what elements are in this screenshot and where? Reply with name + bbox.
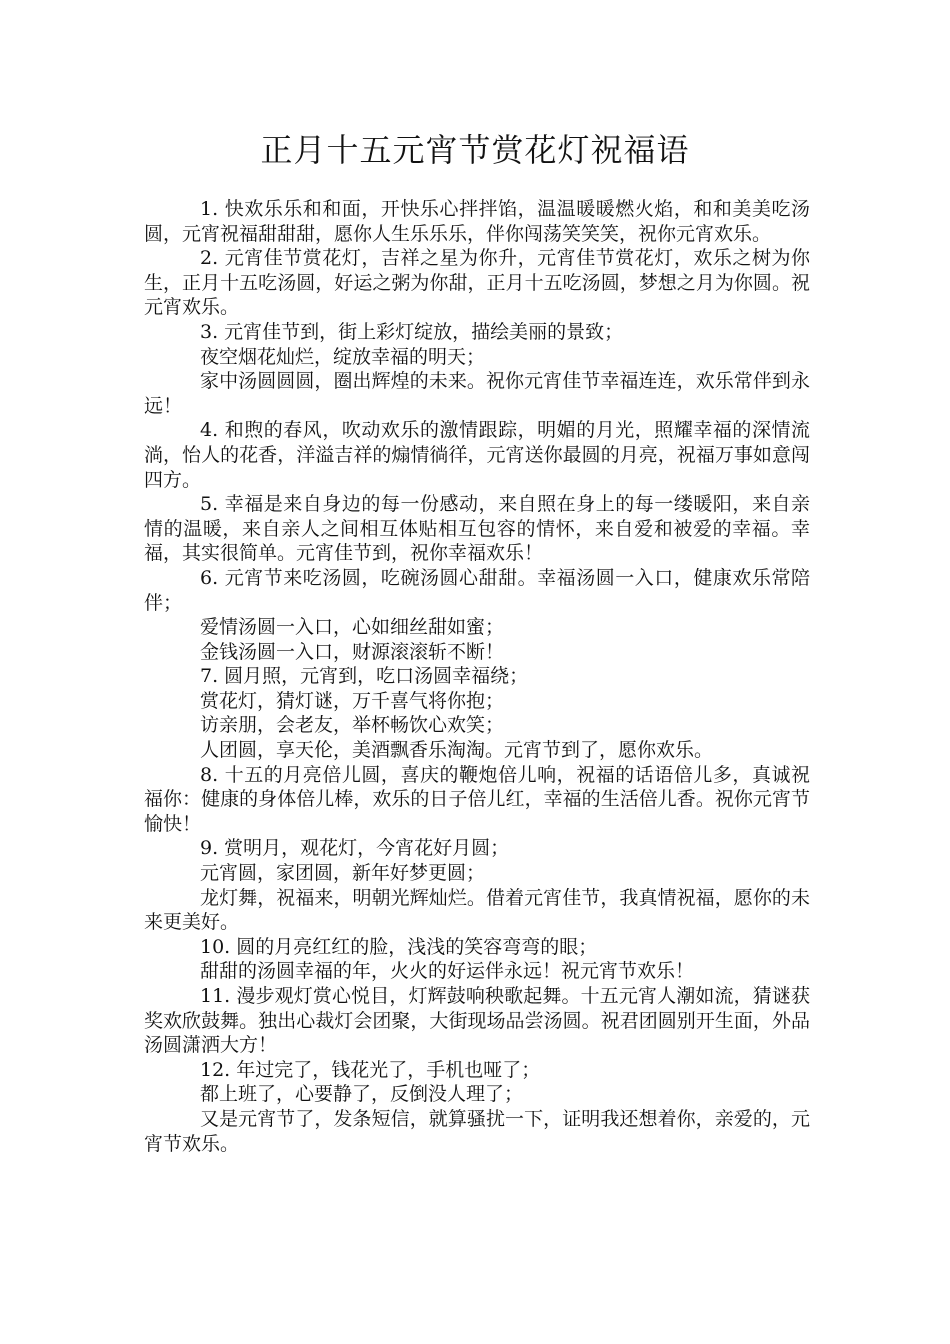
paragraph: 龙灯舞，祝福来，明朝光辉灿烂。借着元宵佳节，我真情祝福，愿你的未来更美好。 <box>144 886 810 934</box>
paragraph: 爱情汤圆一入口，心如细丝甜如蜜； <box>200 616 505 639</box>
document-body <box>144 197 810 1156</box>
paragraph: 金钱汤圆一入口，财源滚滚斩不断！ <box>200 640 505 663</box>
paragraph: 赏花灯，猜灯谜，万千喜气将你抱； <box>200 689 505 712</box>
paragraph: 都上班了，心要静了，反倒没人理了； <box>200 1083 524 1106</box>
paragraph: 2. 元宵佳节赏花灯，吉祥之星为你升，元宵佳节赏花灯，欢乐之树为你生，正月十五吃汤圆，好运之粥为你甜，正月十五吃汤圆，梦想之月为你圆。祝元宵欢乐。 <box>144 247 810 319</box>
paragraph: 12. 年过完了，钱花光了，手机也哑了； <box>200 1058 541 1081</box>
paragraph: 10. 圆的月亮红红的脸，浅浅的笑容弯弯的眼； <box>200 935 598 958</box>
paragraph: 9. 赏明月，观花灯，今宵花好月圆； <box>200 837 510 860</box>
paragraph: 7. 圆月照，元宵到，吃口汤圆幸福绕； <box>200 665 529 688</box>
paragraph: 访亲朋，会老友，举杯畅饮心欢笑； <box>200 714 505 737</box>
paragraph: 11. 漫步观灯赏心悦目，灯辉鼓响秧歌起舞。十五元宵人潮如流，猜谜获奖欢欣鼓舞。独出心裁灯会团聚，大街现场品尝汤圆。祝君团圆别开生面，外品汤圆潇洒大方！ <box>144 985 810 1057</box>
paragraph: 人团圆，享天伦，美酒飘香乐淘淘。元宵节到了，愿你欢乐。 <box>200 739 714 762</box>
paragraph: 元宵圆，家团圆，新年好梦更圆； <box>200 862 486 885</box>
paragraph: 家中汤圆圆圆，圈出辉煌的未来。祝你元宵佳节幸福连连，欢乐常伴到永远！ <box>144 370 810 417</box>
paragraph: 又是元宵节了，发条短信，就算骚扰一下，证明我还想着你，亲爱的，元宵节欢乐。 <box>144 1107 810 1155</box>
paragraph: 夜空烟花灿烂，绽放幸福的明天； <box>200 345 486 368</box>
paragraph: 5. 幸福是来自身边的每一份感动，来自照在身上的每一缕暖阳，来自亲情的温暖，来自亲人之间相互体贴相互包容的情怀，来自爱和被爱的幸福。幸福，其实很简单。元宵佳节到，祝你幸福欢乐！ <box>144 493 810 565</box>
paragraph: 3. 元宵佳节到，街上彩灯绽放，描绘美丽的景致； <box>200 320 624 343</box>
paragraph: 8. 十五的月亮倍儿圆，喜庆的鞭炮倍儿响，祝福的话语倍儿多，真诚祝福你：健康的身体倍儿棒，欢乐的日子倍儿红，幸福的生活倍儿香。祝你元宵节愉快！ <box>144 763 810 835</box>
paragraph: 1. 快欢乐乐和和面，开快乐心拌拌馅，温温暖暖燃火焰，和和美美吃汤圆，元宵祝福甜甜甜，愿你人生乐乐乐，伴你闯荡笑笑笑，祝你元宵欢乐。 <box>144 198 810 245</box>
paragraph: 6. 元宵节来吃汤圆，吃碗汤圆心甜甜。幸福汤圆一入口，健康欢乐常陪伴； <box>144 566 810 614</box>
paragraph: 4. 和煦的春风，吹动欢乐的激情跟踪，明媚的月光，照耀幸福的深情流淌，怡人的花香，洋溢吉祥的煽情徜徉，元宵送你最圆的月亮，祝福万事如意闯四方。 <box>144 419 810 491</box>
paragraph: 甜甜的汤圆幸福的年，火火的好运伴永远！祝元宵节欢乐！ <box>200 960 695 983</box>
document-title: 正月十五元宵节赏花灯祝福语 <box>260 131 690 169</box>
